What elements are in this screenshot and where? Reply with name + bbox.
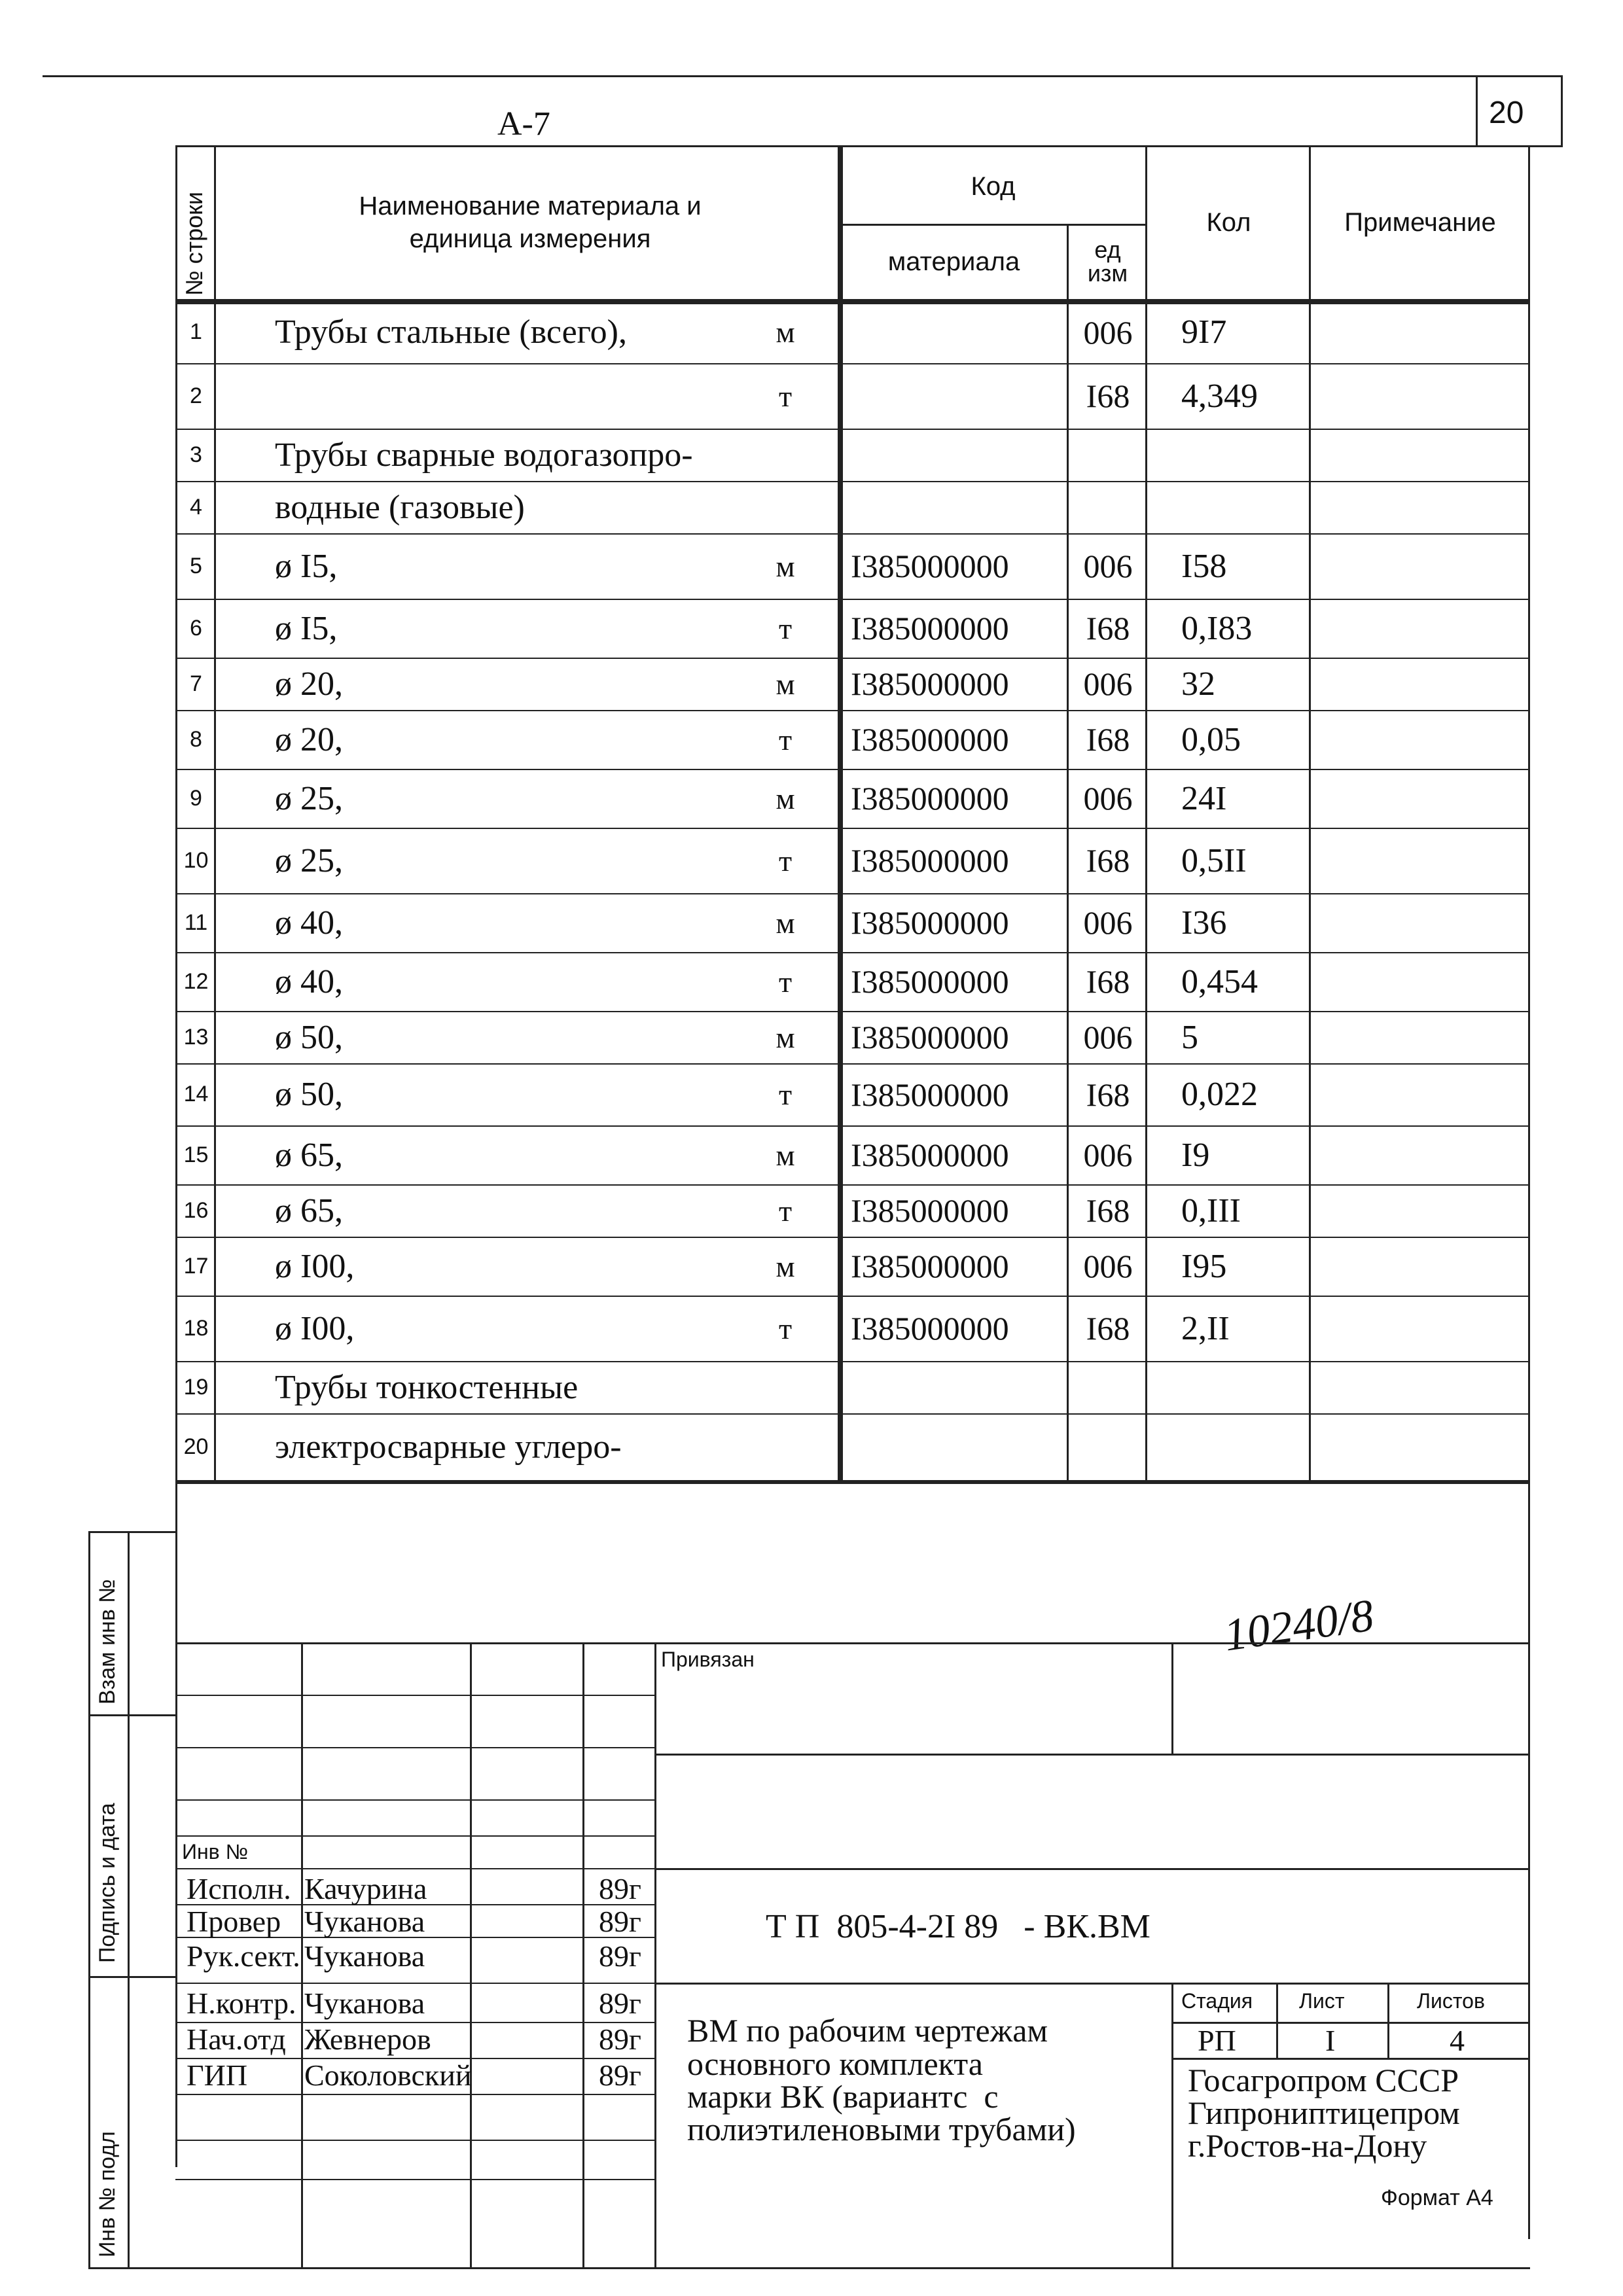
signer-name: Качурина	[304, 1872, 427, 1905]
row-number: 16	[183, 1197, 209, 1223]
material-code: I385000000	[851, 1019, 1009, 1055]
code-header: Код	[971, 172, 1016, 201]
material-name: ø I00,	[275, 1309, 355, 1347]
signer-role: Провер	[187, 1905, 281, 1938]
vzam-inv-label: Взам инв №	[95, 1579, 120, 1704]
stage-value: РП	[1198, 2024, 1236, 2057]
sheet-code: А-7	[497, 105, 550, 143]
material-name: ø 25,	[275, 841, 343, 879]
unit-code: 006	[1083, 780, 1133, 817]
signer-role: Нач.отд	[187, 2022, 286, 2056]
sheet-label: Лист	[1299, 1989, 1345, 2013]
unit-code: 006	[1083, 904, 1133, 941]
material-code: I385000000	[851, 1137, 1009, 1173]
row-number: 9	[190, 785, 202, 811]
quantity: 0,I83	[1181, 609, 1253, 647]
material-name: Трубы тонкостенные	[275, 1368, 579, 1406]
unit-code: 006	[1083, 665, 1133, 702]
row-number: 15	[183, 1142, 209, 1167]
quantity	[1181, 1413, 1309, 1480]
page-number: 20	[1489, 96, 1524, 130]
frame-left	[175, 145, 177, 2167]
quantity: I36	[1181, 904, 1227, 942]
material-name: ø 65,	[275, 1136, 343, 1174]
sheet-value: I	[1325, 2024, 1336, 2057]
unit-code: I68	[1086, 1076, 1130, 1113]
material-code	[851, 481, 1067, 533]
signer-year: 89г	[599, 1872, 641, 1905]
quantity: 0,022	[1181, 1076, 1258, 1113]
quantity	[1181, 429, 1309, 481]
material-code: I385000000	[851, 1192, 1009, 1229]
tb-doc-bottom	[654, 1983, 1530, 1985]
material-code-header: материала	[887, 247, 1020, 276]
material-code	[851, 429, 1067, 481]
description-line-1: ВМ по рабочим чертежам	[687, 2012, 1048, 2049]
unit-label: т	[778, 964, 793, 998]
material-name: Трубы стальные (всего),	[275, 313, 628, 351]
material-code	[851, 301, 1067, 363]
quantity: 4,349	[1181, 377, 1258, 415]
org-line-1: Госагропром СССР	[1188, 2062, 1459, 2098]
unit-code: I68	[1086, 1310, 1130, 1347]
inv-podl-label: Инв № подл	[95, 2131, 120, 2257]
quantity: 32	[1181, 665, 1215, 703]
unit-code: 006	[1083, 548, 1133, 584]
col-note-left	[1309, 145, 1311, 1480]
material-name: ø I00,	[275, 1247, 355, 1285]
page-number-right	[1561, 75, 1563, 147]
unit-label: м	[776, 549, 795, 583]
row-number: 13	[183, 1024, 209, 1050]
row-number: 2	[190, 383, 202, 408]
unit-code: I68	[1086, 963, 1130, 1000]
side-strip-mid	[128, 1531, 130, 2267]
unit-code: I68	[1086, 721, 1130, 758]
org-line-3: г.Ростов-на-Дону	[1188, 2127, 1427, 2164]
unit-label: м	[776, 781, 795, 815]
unit-label: м	[776, 906, 795, 940]
unit-label	[766, 481, 805, 533]
row-number: 11	[184, 910, 208, 935]
material-name: ø I5,	[275, 609, 338, 647]
unit-code: 006	[1083, 1019, 1133, 1055]
material-name	[275, 363, 772, 429]
tb-bottom	[175, 2267, 1530, 2269]
signer-name: Жевнеров	[304, 2022, 431, 2056]
material-name: ø 25,	[275, 779, 343, 817]
frame-top	[175, 145, 1561, 147]
material-code	[851, 1361, 1067, 1413]
top-rule	[43, 75, 1561, 77]
unit-code	[1071, 481, 1145, 533]
row-number: 8	[190, 726, 202, 752]
quantity	[1181, 1361, 1309, 1413]
tb-doc-top	[654, 1868, 1530, 1870]
material-code: I385000000	[851, 842, 1009, 879]
unit-label: м	[776, 667, 795, 701]
row-number: 7	[190, 671, 202, 696]
tb-col3	[582, 1642, 584, 2267]
unit-code: 006	[1083, 313, 1133, 351]
material-code: I385000000	[851, 548, 1009, 584]
tb-row-line	[175, 1695, 654, 1696]
quantity: I58	[1181, 547, 1227, 585]
col-qty-left	[1145, 145, 1147, 1480]
unit-code	[1071, 1413, 1145, 1480]
unit-label	[766, 1413, 805, 1480]
description-line-4: полиэтиленовыми трубами)	[687, 2111, 1076, 2147]
page-number-left	[1476, 75, 1478, 147]
material-code: I385000000	[851, 1310, 1009, 1347]
material-code: I385000000	[851, 665, 1009, 702]
inv-no-label: Инв №	[182, 1840, 248, 1863]
col-ucode-left	[1067, 224, 1069, 1480]
handwritten-number: 10240/8	[1221, 1590, 1377, 1661]
name-header: Наименование материала и единица измерения	[359, 192, 702, 253]
tb-row-line	[175, 2179, 654, 2180]
material-name: ø 20,	[275, 720, 343, 758]
document-code: Т П 805-4-2I 89 - ВК.ВМ	[766, 1908, 1150, 1945]
quantity: 9I7	[1181, 313, 1227, 351]
signer-year: 89г	[599, 1987, 641, 2020]
tb-row-line	[175, 1868, 654, 1869]
row-number: 17	[183, 1253, 209, 1279]
row-number: 12	[183, 968, 209, 994]
unit-label: м	[776, 1020, 795, 1054]
tb-row-line	[175, 1983, 654, 1984]
unit-code: I68	[1086, 378, 1130, 414]
signer-year: 89г	[599, 1939, 641, 1973]
unit-label: т	[778, 722, 793, 756]
unit-label: м	[776, 1138, 795, 1172]
signer-role: Н.контр.	[187, 1987, 296, 2020]
format-label: Формат А4	[1381, 2185, 1493, 2210]
description-line-2: основного комплекта	[687, 2045, 983, 2082]
unit-code-header: ед изм	[1087, 236, 1128, 287]
material-name: ø 65,	[275, 1192, 343, 1229]
material-code: I385000000	[851, 963, 1009, 1000]
material-code: I385000000	[851, 904, 1009, 941]
row-number: 1	[190, 319, 202, 344]
org-line-2: Гипрониптицепром	[1188, 2094, 1460, 2131]
quantity	[1181, 481, 1309, 533]
material-name: ø 40,	[275, 904, 343, 942]
quantity: I9	[1181, 1136, 1210, 1174]
frame-right	[1528, 145, 1530, 2239]
unit-code	[1071, 429, 1145, 481]
privyazan-label: Привязан	[661, 1648, 755, 1671]
tb-row-line	[175, 1747, 654, 1748]
signer-name: Чуканова	[304, 1939, 425, 1973]
tb-stage-bottom	[1171, 2058, 1530, 2060]
unit-code: 006	[1083, 1248, 1133, 1284]
sheets-label: Листов	[1417, 1989, 1485, 2013]
signer-name: Чуканова	[304, 1905, 425, 1938]
row-number: 10	[183, 847, 209, 873]
signer-year: 89г	[599, 2058, 641, 2092]
material-name: ø 20,	[275, 665, 343, 703]
note-header: Примечание	[1344, 208, 1496, 237]
material-name: Трубы сварные водогазопро-	[275, 436, 693, 474]
tb-row-line	[175, 2094, 654, 2095]
row-number: 6	[190, 615, 202, 641]
row-number: 20	[183, 1434, 209, 1459]
unit-label: т	[778, 611, 793, 645]
row-number: 5	[190, 553, 202, 578]
tb-privyazan-right	[1171, 1642, 1173, 1754]
unit-label: т	[778, 379, 793, 413]
row-number: 19	[183, 1374, 209, 1400]
sheets-value: 4	[1450, 2024, 1465, 2057]
code-subheader-line	[838, 224, 1145, 226]
unit-label: т	[778, 1311, 793, 1345]
material-name: водные (газовые)	[275, 488, 525, 526]
quantity-header: Кол	[1206, 208, 1251, 237]
tb-row-line	[175, 1799, 654, 1801]
row-number: 4	[190, 494, 202, 520]
quantity: 0,454	[1181, 963, 1258, 1000]
material-code: I385000000	[851, 1248, 1009, 1284]
side-strip-div2	[88, 1976, 177, 1978]
signer-role: Рук.сект.	[187, 1939, 300, 1973]
side-strip-bottom	[88, 2267, 177, 2269]
quantity: 24I	[1181, 779, 1227, 817]
tb-desc-right	[1171, 1983, 1173, 2267]
unit-code: I68	[1086, 1192, 1130, 1229]
material-code	[851, 363, 1067, 429]
table-bottom	[175, 1480, 1530, 1484]
row-no-header: № строки	[181, 191, 207, 296]
row-number: 3	[190, 442, 202, 467]
quantity: I95	[1181, 1247, 1227, 1285]
unit-code: I68	[1086, 842, 1130, 879]
material-name: ø 50,	[275, 1076, 343, 1113]
col-name-left	[214, 145, 216, 1480]
tb-col4	[654, 1642, 656, 2267]
unit-code	[1071, 1361, 1145, 1413]
material-name: электросварные углеро-	[275, 1428, 622, 1466]
signer-name: Соколовский	[304, 2058, 472, 2092]
tb-privyazan-bottom	[654, 1754, 1530, 1756]
material-code: I385000000	[851, 1076, 1009, 1113]
unit-code: 006	[1083, 1137, 1133, 1173]
quantity: 2,II	[1181, 1309, 1230, 1347]
podpis-data-label: Подпись и дата	[95, 1803, 120, 1963]
material-name: ø 50,	[275, 1018, 343, 1056]
quantity: 0,05	[1181, 720, 1241, 758]
material-code: I385000000	[851, 780, 1009, 817]
side-strip-left	[88, 1531, 90, 2267]
unit-label: м	[776, 315, 795, 349]
material-name: ø I5,	[275, 547, 338, 585]
row-number: 18	[183, 1315, 209, 1341]
unit-label: м	[776, 1249, 795, 1283]
unit-label: т	[778, 1078, 793, 1111]
tb-row-line	[175, 2140, 654, 2141]
description-line-3: марки ВК (вариантс с	[687, 2078, 999, 2115]
unit-label: т	[778, 843, 793, 877]
material-code: I385000000	[851, 721, 1009, 758]
tb-col2	[470, 1642, 472, 2267]
material-code	[851, 1413, 1067, 1480]
tb-stage-col2	[1387, 1983, 1389, 2058]
tb-stage-col1	[1276, 1983, 1278, 2058]
col-code-left	[838, 145, 843, 1480]
material-code: I385000000	[851, 610, 1009, 646]
quantity: 0,III	[1181, 1192, 1241, 1229]
unit-label: т	[778, 1193, 793, 1227]
signer-year: 89г	[599, 2022, 641, 2056]
side-strip-top	[88, 1531, 177, 1533]
tb-col1	[301, 1642, 303, 2267]
stage-label: Стадия	[1181, 1989, 1253, 2013]
unit-label	[766, 1361, 805, 1413]
row-number: 14	[183, 1082, 209, 1106]
signer-role: Исполн.	[187, 1872, 291, 1905]
material-name: ø 40,	[275, 963, 343, 1000]
quantity: 0,5II	[1181, 841, 1247, 879]
signer-role: ГИП	[187, 2058, 248, 2092]
signer-name: Чуканова	[304, 1987, 425, 2020]
signer-year: 89г	[599, 1905, 641, 1938]
tb-row-line	[175, 1835, 654, 1837]
quantity: 5	[1181, 1018, 1198, 1056]
side-strip-div1	[88, 1714, 177, 1716]
tb-top	[175, 1642, 1530, 1644]
unit-code: I68	[1086, 610, 1130, 646]
unit-label	[766, 429, 805, 481]
